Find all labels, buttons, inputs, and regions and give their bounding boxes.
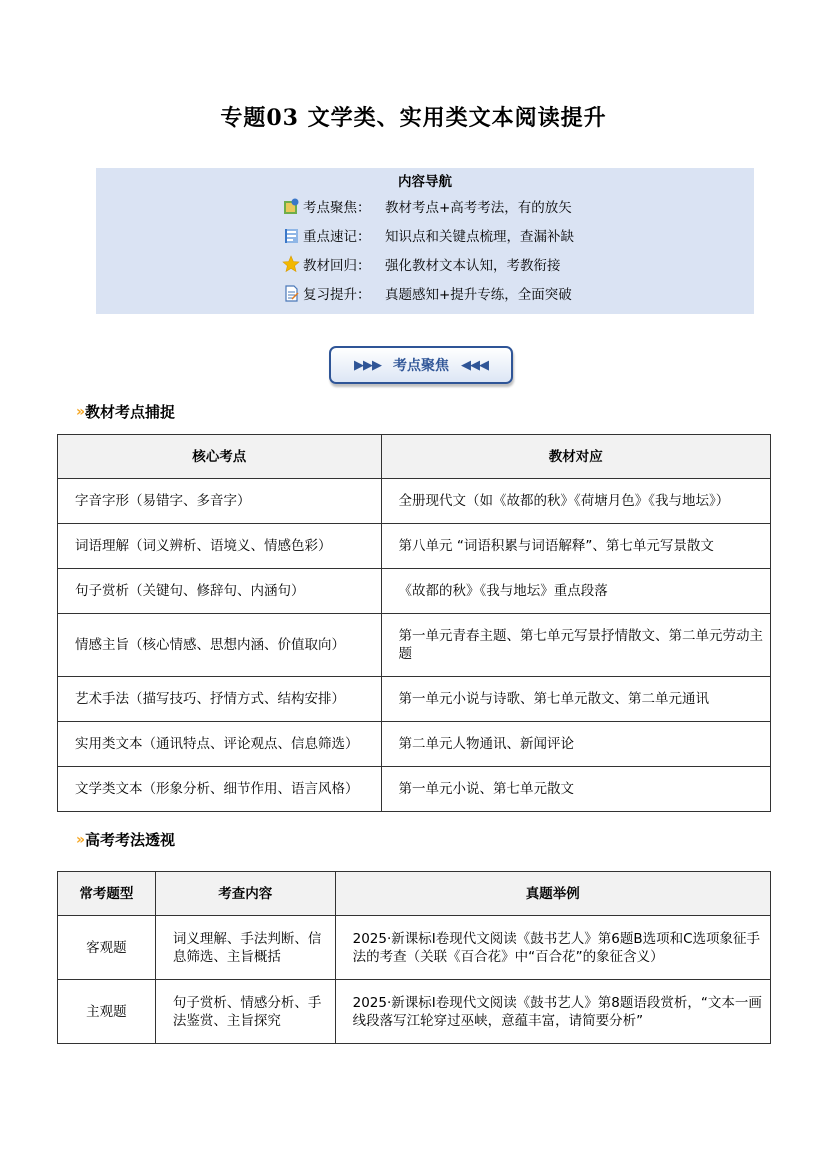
table-row: [58, 980, 771, 1044]
nav-item-text: 教材考点+高考考法，有的放矢: [385, 200, 572, 216]
table-cell: 第八单元 “词语积累与词语解释”、第七单元写景散文: [381, 524, 770, 569]
column-header: 常考题型: [58, 872, 156, 916]
section-heading-text: 高考考法透视: [85, 831, 176, 849]
exam-methods-table: [57, 871, 771, 1044]
table-row: [58, 614, 771, 677]
table-cell: 第一单元小说与诗歌、第七单元散文、第二单元通讯: [381, 677, 770, 722]
table-cell: 艺术手法（描写技巧、抒情方式、结构安排）: [58, 677, 382, 722]
nav-item-notes: [282, 224, 574, 246]
table-row: [58, 479, 771, 524]
table-row: [58, 524, 771, 569]
table-header-row: [58, 435, 771, 479]
nav-item-label: 重点速记：: [303, 229, 371, 245]
section-heading-textbook: [76, 401, 175, 422]
nav-item-text: 知识点和关键点梳理，查漏补缺: [385, 229, 574, 245]
textbook-points-table: [57, 434, 771, 812]
table-cell: 全册现代文（如《故都的秋》《荷塘月色》《我与地坛》）: [381, 479, 770, 524]
left-arrows-icon: ◀◀◀: [461, 357, 488, 373]
table-row: [58, 767, 771, 812]
star-icon: [282, 255, 300, 273]
table-cell: 词语理解（词义辨析、语境义、情感色彩）: [58, 524, 382, 569]
double-chevron-icon: »: [76, 403, 83, 420]
table-header-row: [58, 872, 771, 916]
table-cell: 客观题: [58, 916, 156, 980]
nav-item-review: [282, 253, 561, 275]
double-chevron-icon: »: [76, 831, 83, 848]
banner-label: 考点聚焦: [393, 358, 449, 374]
table-cell: 词义理解、手法判断、信息筛选、主旨概括: [155, 916, 335, 980]
table-row: [58, 569, 771, 614]
section-banner: [329, 346, 513, 384]
section-heading-text: 教材考点捕捉: [85, 403, 176, 421]
table-cell: 第一单元青春主题、第七单元写景抒情散文、第二单元劳动主题: [381, 614, 770, 677]
column-header: 考查内容: [155, 872, 335, 916]
right-arrows-icon: ▶▶▶: [354, 357, 381, 373]
nav-item-focus: [282, 195, 572, 217]
table-cell: 句子赏析、情感分析、手法鉴赏、主旨探究: [155, 980, 335, 1044]
section-heading-exam: [76, 829, 175, 850]
table-cell: 第二单元人物通讯、新闻评论: [381, 722, 770, 767]
table-cell: 情感主旨（核心情感、思想内涵、价值取向）: [58, 614, 382, 677]
table-cell: 2025·新课标Ⅰ卷现代文阅读《鼓书艺人》第6题B选项和C选项象征手法的考查（关联《百合花》中“百合花”的象征含义）: [335, 916, 770, 980]
table-cell: 文学类文本（形象分析、细节作用、语言风格）: [58, 767, 382, 812]
column-header: 核心考点: [58, 435, 382, 479]
nav-item-label: 复习提升：: [303, 287, 371, 303]
nav-heading: 内容导航: [398, 174, 452, 190]
content-navigation: [96, 168, 754, 314]
page-title: 专题03 文学类、实用类文本阅读提升: [220, 105, 607, 131]
table-row: [58, 916, 771, 980]
table-cell: 《故都的秋》《我与地坛》重点段落: [381, 569, 770, 614]
nav-item-practice: [282, 282, 572, 304]
document-icon: [282, 284, 300, 302]
column-header: 教材对应: [381, 435, 770, 479]
table-cell: 句子赏析（关键句、修辞句、内涵句）: [58, 569, 382, 614]
table-cell: 字音字形（易错字、多音字）: [58, 479, 382, 524]
nav-item-label: 教材回归：: [303, 258, 371, 274]
focus-icon: [282, 197, 300, 215]
column-header: 真题举例: [335, 872, 770, 916]
nav-item-label: 考点聚焦：: [303, 200, 371, 216]
table-cell: 2025·新课标Ⅰ卷现代文阅读《鼓书艺人》第8题语段赏析，“文本一画线段落写江轮穿过巫峡，意蕴丰富，请简要分析”: [335, 980, 770, 1044]
table-row: [58, 722, 771, 767]
table-row: [58, 677, 771, 722]
table-cell: 第一单元小说、第七单元散文: [381, 767, 770, 812]
table-cell: 实用类文本（通讯特点、评论观点、信息筛选）: [58, 722, 382, 767]
nav-item-text: 强化教材文本认知，考教衔接: [385, 258, 561, 274]
nav-item-text: 真题感知+提升专练，全面突破: [385, 287, 572, 303]
book-icon: [282, 226, 300, 244]
table-cell: 主观题: [58, 980, 156, 1044]
